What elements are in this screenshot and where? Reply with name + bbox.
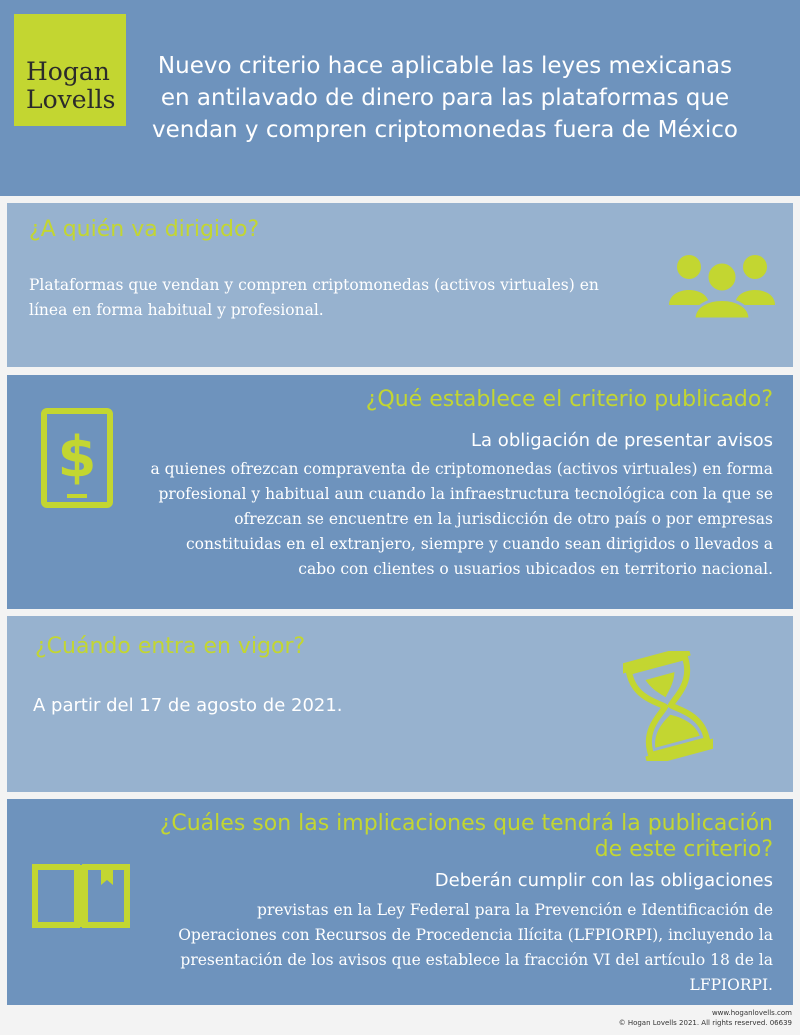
section-what-body: a quienes ofrezcan compraventa de criptomonedas (activos virtuales) en forma profesional y habitual aun cuando la infraestructura tecnológica con la que se ofrezcan se encuentre en la jurisdicción de otro país o por empresas constituidas en el extranjero, siempre y cuando sean dirigidos o llevados a cabo con clientes o usuarios ubicados en territorio nacional. [150,460,773,578]
mobile-dollar-icon [41,408,113,508]
open-book-icon [31,857,131,931]
hogan-lovells-logo [14,14,126,126]
section-when-body: A partir del 17 de agosto de 2021. [33,695,343,716]
logo-line-1: Hogan [26,57,110,86]
section-implications-body: previstas en la Ley Federal para la Prevención e Identificación de Operaciones con Recursos de Procedencia Ilícita (LFPIORPI), incluyendo la presentación de los avisos que establece la fracción VI del artículo 18 de la LFPIORPI. [178,901,773,994]
section-implications [7,799,793,1005]
footer-copyright: © Hogan Lovells 2021. All rights reserved. 06639 [618,1019,792,1027]
logo-line-2: Lovells [26,85,116,114]
section-who [7,203,793,367]
section-implications-question: ¿Cuáles son las implicaciones que tendrá la publicación de este criterio? [159,811,773,862]
section-when-question: ¿Cuándo entra en vigor? [35,634,306,659]
svg-text:$: $ [57,425,97,490]
section-what [7,375,793,609]
section-who-body: Plataformas que vendan y compren criptomonedas (activos virtuales) en línea en forma habitual y profesional. [29,276,599,319]
header-banner [0,0,800,196]
footer [619,1008,792,1028]
section-when [7,616,793,792]
hourglass-icon [623,651,713,761]
footer-website[interactable]: www.hoganlovells.com [711,1009,792,1017]
page-title: Nuevo criterio hace aplicable las leyes mexicanas en antilavado de dinero para las plataformas que vendan y compren criptomonedas fuera de México [152,53,738,143]
section-what-question: ¿Qué establece el criterio publicado? [365,387,773,412]
section-implications-lead: Deberán cumplir con las obligaciones [434,870,773,891]
section-who-question: ¿A quién va dirigido? [29,217,260,242]
group-people-icon [667,249,777,319]
section-what-lead: La obligación de presentar avisos [471,430,773,451]
